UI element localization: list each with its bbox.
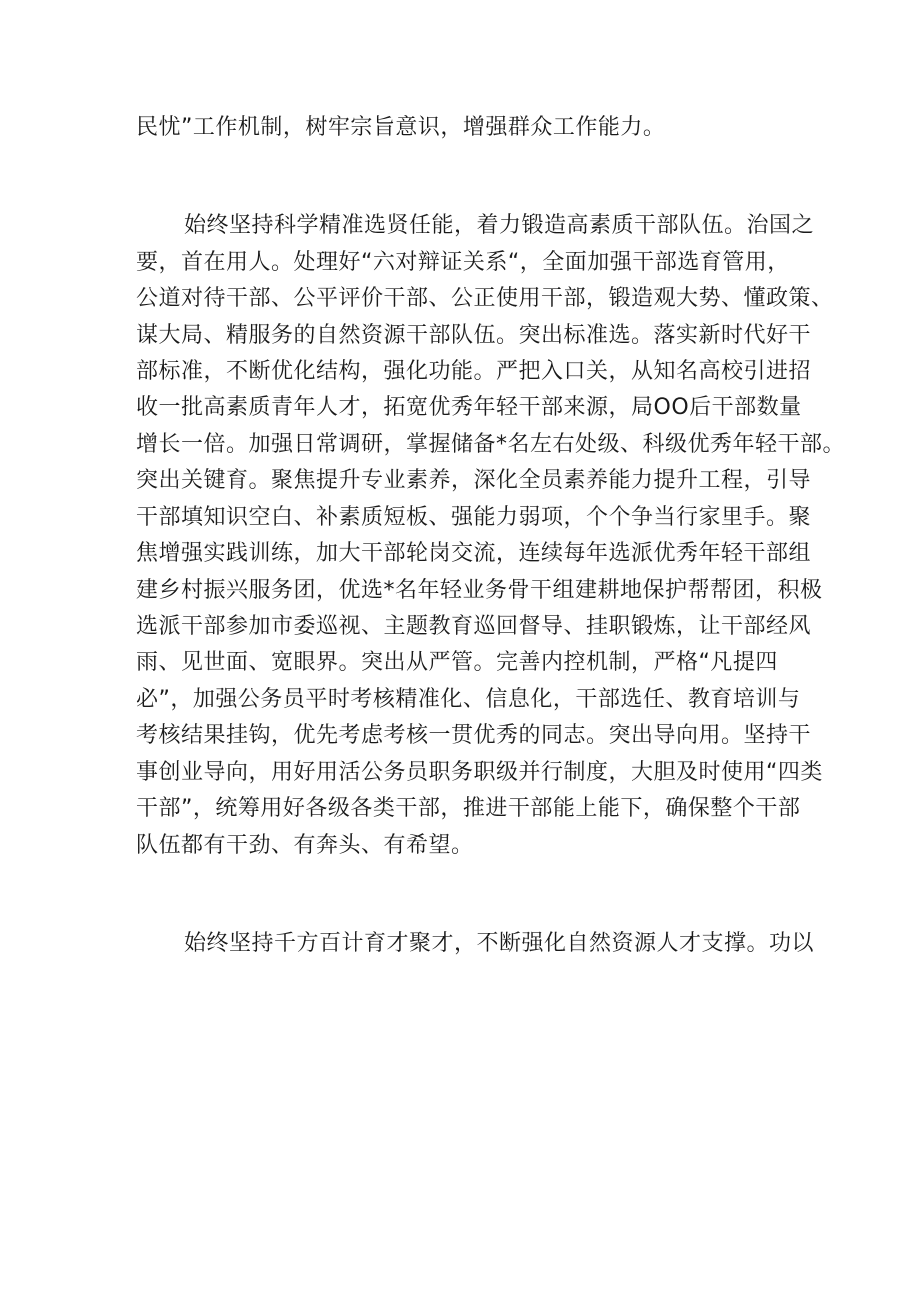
paragraph-line: 收一批高素质青年人才，拓宽优秀年轻干部来源，局OO后干部数量 [136, 395, 802, 420]
paragraph-line: 考核结果挂钩，优先考虑考核一贯优秀的同志。突出导向用。坚持干 [136, 723, 812, 748]
paragraph-line: 事创业导向，用好用活公务员职务职级并行制度，大胆及时使用“四类 [136, 760, 823, 785]
paragraph-line: 始终坚持千方百计育才聚才，不断强化自然资源人才支撑。功以 [184, 931, 815, 956]
paragraph-line: 增长一倍。加强日常调研，掌握储备*名左右处级、科级优秀年轻干部。 [136, 432, 846, 457]
paragraph-line: 部标准，不断优化结构，强化功能。严把入口关，从知名高校引进招 [136, 359, 812, 384]
paragraph-line: 队伍都有干劲、有奔头、有希望。 [136, 833, 474, 858]
paragraph-line: 必”，加强公务员平时考核精准化、信息化，干部选任、教育培训与 [136, 687, 801, 712]
paragraph-line: 干部填知识空白、补素质短板、强能力弱项，个个争当行家里手。聚 [136, 505, 812, 530]
paragraph-line: 干部”，统筹用好各级各类干部，推进干部能上能下，确保整个干部 [136, 796, 801, 821]
paragraph-line: 民忧”工作机制，树牢宗旨意识，增强群众工作能力。 [136, 115, 666, 140]
paragraph-line: 选派干部参加市委巡视、主题教育巡回督导、挂职锻炼，让干部经风 [136, 614, 812, 639]
paragraph-line: 公道对待干部、公平评价干部、公正使用干部，锻造观大势、懂政策、 [136, 286, 834, 311]
paragraph-line: 焦增强实践训练，加大干部轮岗交流，连续每年选派优秀年轻干部组 [136, 541, 812, 566]
paragraph-line: 谋大局、精服务的自然资源干部队伍。突出标准选。落实新时代好干 [136, 323, 812, 348]
paragraph-line: 雨、见世面、宽眼界。突出从严管。完善内控机制，严格“凡提四 [136, 650, 778, 675]
paragraph-line: 始终坚持科学精准选贤任能，着力锻造高素质干部队伍。治国之 [184, 213, 815, 238]
paragraph-line: 建乡村振兴服务团，优选*名年轻业务骨干组建耕地保护帮帮团，积极 [136, 578, 823, 603]
paragraph-line: 突出关键育。聚焦提升专业素养，深化全员素养能力提升工程，引导 [136, 468, 812, 493]
paragraph-line: 要，首在用人。处理好“六对辩证关系“，全面加强干部选育管用， [136, 250, 790, 275]
